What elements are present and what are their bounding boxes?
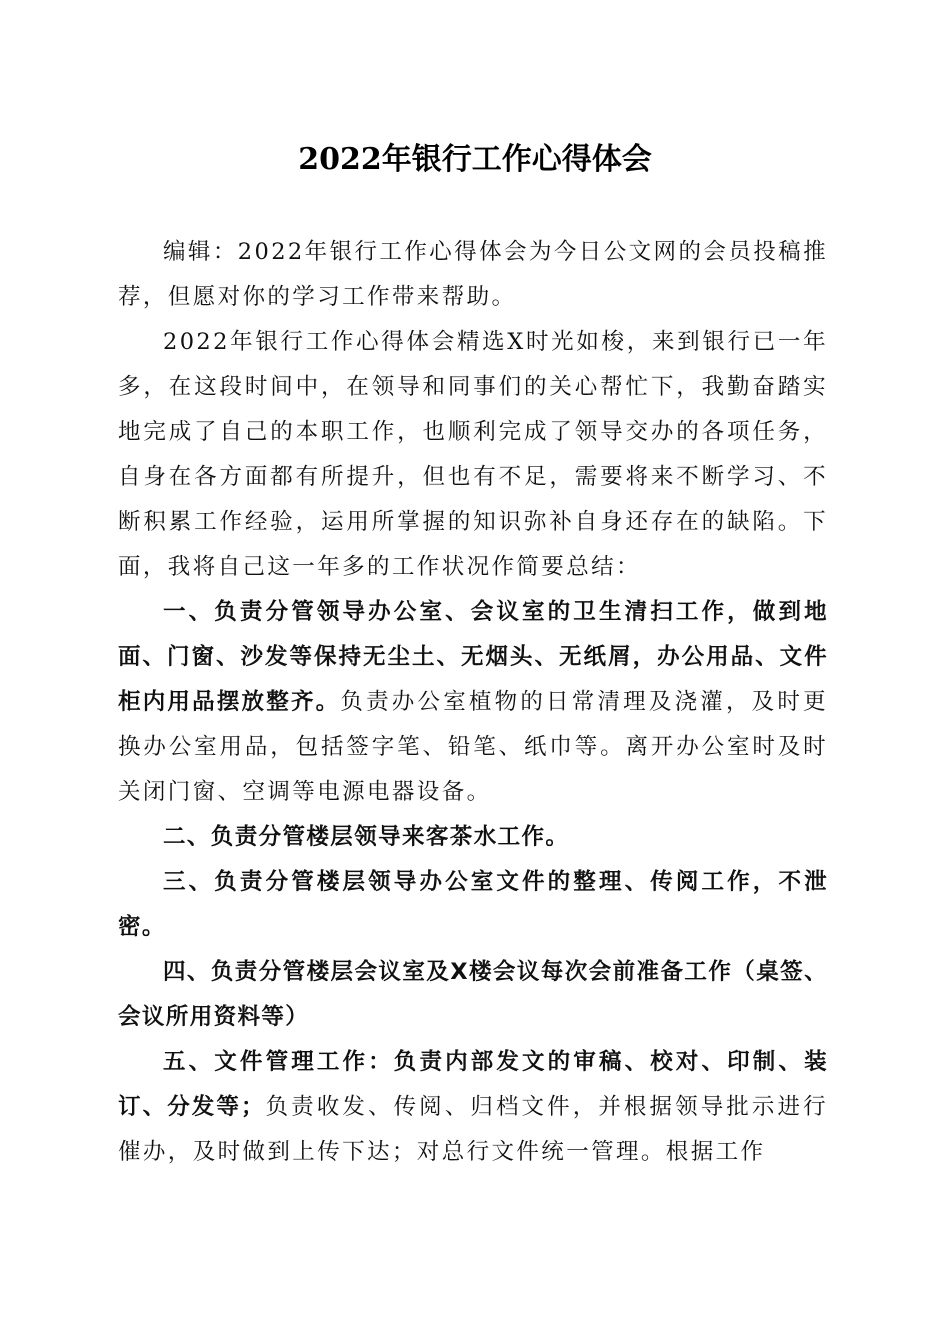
paragraph-item-4 <box>118 950 828 1040</box>
paragraph-intro <box>118 320 828 590</box>
paragraph-item-5 <box>118 1040 828 1175</box>
paragraph-text: 编辑：2022年银行工作心得体会为今日公文网的会员投稿推荐，但愿对你的学习工作带来帮助。 <box>118 239 828 310</box>
paragraph-heading: 二、负责分管楼层领导来客茶水工作。 <box>163 824 570 850</box>
document-body <box>118 230 828 1175</box>
paragraph-text: 负责收发、传阅、归档文件，并根据领导批示进行催办，及时做到上传下达；对总行文件统一管理。根据工作 <box>118 1094 828 1165</box>
paragraph-heading: 五、文件管理工作：负责内部发文的审稿、校对、印制、装订、分发等； <box>118 1049 828 1120</box>
paragraph-heading: 四、负责分管楼层会议室及X楼会议每次会前准备工作（桌签、会议所用资料等） <box>118 959 828 1030</box>
paragraph-item-3 <box>118 860 828 950</box>
paragraph-text: 2022年银行工作心得体会精选X时光如梭，来到银行已一年多，在这段时间中，在领导和同事们的关心帮忙下，我勤奋踏实地完成了自己的本职工作，也顺利完成了领导交办的各项任务，自身在各方面都有所提升，但也有不足，需要将来不断学习、不断积累工作经验，运用所掌握的知识弥补自身还存在的缺陷。下面，我将自己这一年多的工作状况作简要总结： <box>118 329 828 580</box>
document-title: 2022年银行工作心得体会 <box>298 142 652 177</box>
paragraph-item-2 <box>118 815 828 860</box>
paragraph-item-1 <box>118 590 828 815</box>
paragraph-heading: 三、负责分管楼层领导办公室文件的整理、传阅工作，不泄密。 <box>118 869 828 940</box>
paragraph-editor-note <box>118 230 828 320</box>
paragraph-heading: 一、负责分管领导办公室、会议室的卫生清扫工作，做到地面、门窗、沙发等保持无尘土、无烟头、无纸屑，办公用品、文件柜内用品摆放整齐。 <box>118 599 828 715</box>
paragraph-text: 负责办公室植物的日常清理及浇灌，及时更换办公室用品，包括签字笔、铅笔、纸巾等。离开办公室时及时关闭门窗、空调等电源电器设备。 <box>118 689 828 805</box>
